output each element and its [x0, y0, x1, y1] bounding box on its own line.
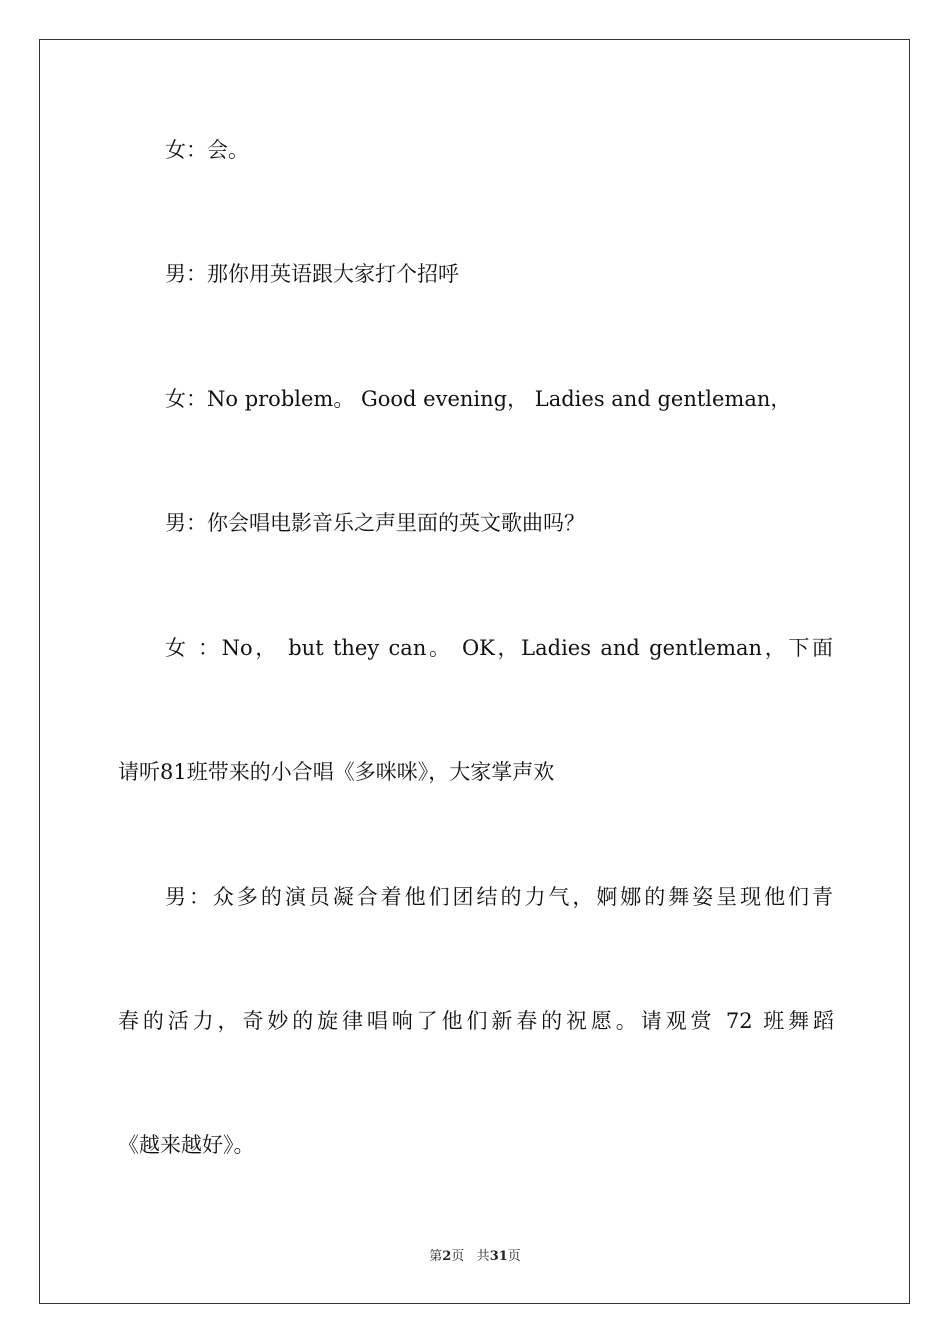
- total-prefix: 共: [476, 1249, 490, 1264]
- dialogue-line-5-cont: 请听81班带来的小合唱《多咪咪》，大家掌声欢: [118, 760, 555, 784]
- dialogue-line-6-end: 《越来越好》。: [118, 1133, 255, 1157]
- dialogue-line-6: 男：众多的演员凝合着他们团结的力气，婀娜的舞姿呈现他们青: [165, 885, 833, 909]
- current-page-number: 2: [442, 1249, 452, 1264]
- page-prefix: 第: [429, 1249, 443, 1264]
- page-footer: [0, 1248, 950, 1266]
- page-border: [39, 39, 910, 1304]
- total-page-number: 31: [489, 1249, 508, 1264]
- total-unit: 页: [507, 1249, 521, 1264]
- dialogue-line-3: 女：No problem。 Good evening， Ladies and gentleman，: [165, 387, 792, 411]
- page-unit: 页: [451, 1249, 465, 1264]
- dialogue-line-5: 女 ：No， but they can。 OK，Ladies and gentleman，下面: [165, 636, 833, 660]
- dialogue-line-1: 女：会。: [165, 138, 249, 162]
- dialogue-line-6-cont: 春的活力，奇妙的旋律唱响了他们新春的祝愿。请观赏 72 班舞蹈: [118, 1009, 834, 1033]
- dialogue-line-4: 男：你会唱电影音乐之声里面的英文歌曲吗？: [165, 511, 585, 535]
- dialogue-line-2: 男：那你用英语跟大家打个招呼: [165, 262, 459, 286]
